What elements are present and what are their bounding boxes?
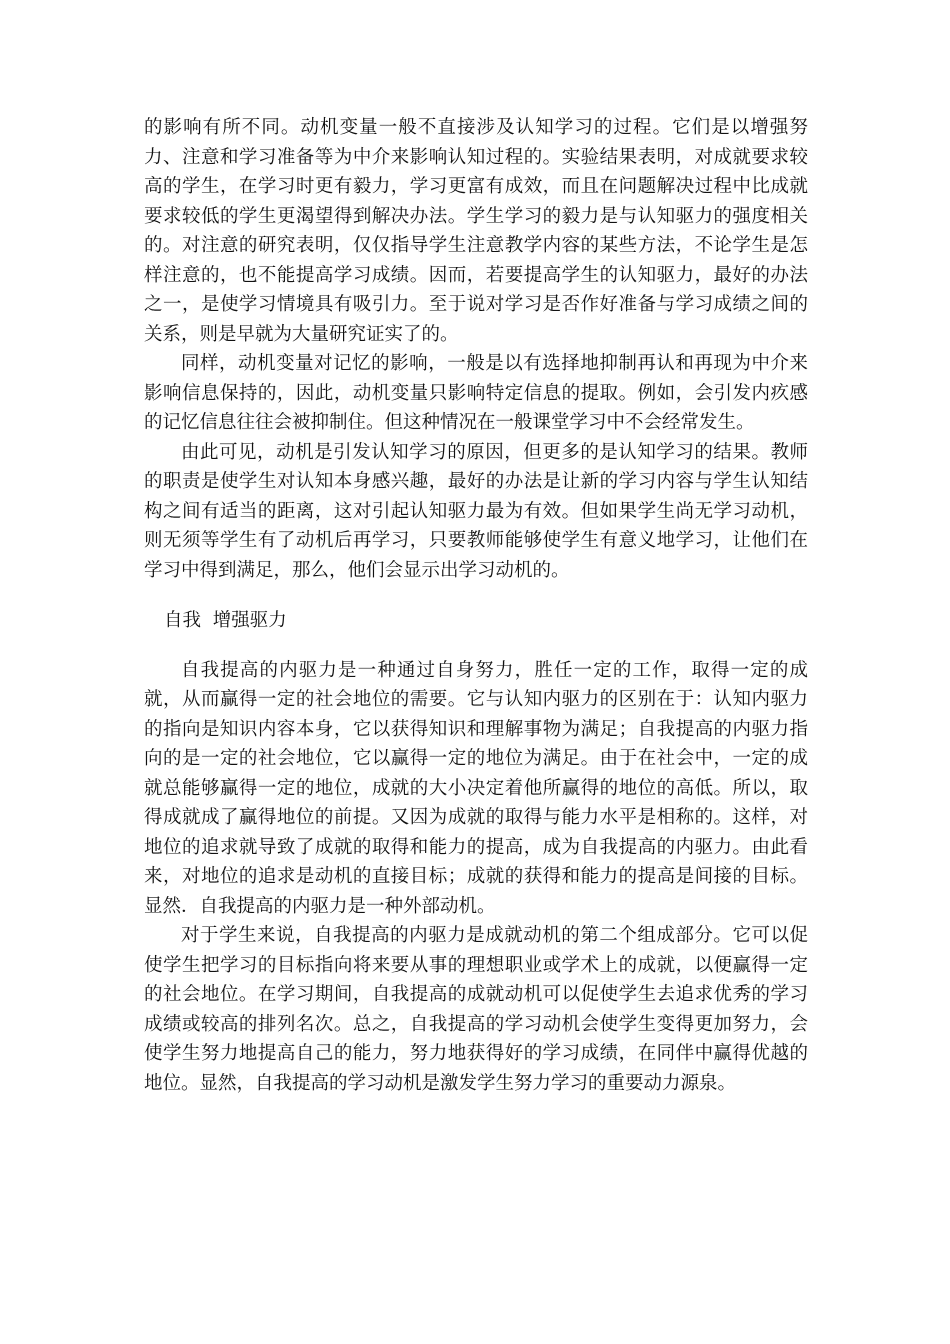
paragraph-self-enhancement-definition: 自我提高的内驱力是一种通过自身努力，胜任一定的工作，取得一定的成就，从而赢得一定的社会地位的需要。它与认知内驱力的区别在于：认知内驱力的指向是知识内容本身，它以获得知识和理解事物为满足；自我提高的内驱力指向的是一定的社会地位，它以赢得一定的地位为满足。由于在社会中，一定的成就总能够赢得一定的地位，成就的大小决定着他所赢得的地位的高低。所以，取得成就成了赢得地位的前提。又因为成就的取得与能力水平是相称的。这样，对地位的追求就导致了成就的取得和能力的提高，成为自我提高的内驱力。由此看来，对地位的追求是动机的直接目标；成就的获得和能力的提高是间接的目标。显然．自我提高的内驱力是一种外部动机。 <box>144 659 808 917</box>
paragraph-continuation: 的影响有所不同。动机变量一般不直接涉及认知学习的过程。它们是以增强努力、注意和学习准备等为中介来影响认知过程的。实验结果表明，对成就要求较高的学生，在学习时更有毅力，学习更富有成效，而且在问题解决过程中比成就要求较低的学生更渴望得到解决办法。学生学习的毅力是与认知驱力的强度相关的。对注意的研究表明，仅仅指导学生注意教学内容的某些方法，不论学生是怎样注意的，也不能提高学习成绩。因而，若要提高学生的认知驱力，最好的办法之一，是使学习情境具有吸引力。至于说对学习是否作好准备与学习成绩之间的关系，则是早就为大量研究证实了的。 <box>144 117 808 345</box>
document-page <box>144 113 808 1098</box>
paragraph-self-enhancement-students: 对于学生来说，自我提高的内驱力是成就动机的第二个组成部分。它可以促使学生把学习的目标指向将来要从事的理想职业或学术上的成就，以便赢得一定的社会地位。在学习期间，自我提高的成就动机可以促使学生去追求优秀的学习成绩或较高的排列名次。总之，自我提高的学习动机会使学生变得更加努力，会使学生努力地提高自己的能力，努力地获得好的学习成绩，在同伴中赢得优越的地位。显然，自我提高的学习动机是激发学生努力学习的重要动力源泉。 <box>144 925 808 1094</box>
paragraph-memory-motivation: 同样，动机变量对记忆的影响，一般是以有选择地抑制再认和再现为中介来影响信息保持的，因此，动机变量只影响特定信息的提取。例如，会引发内疚感的记忆信息往往会被抑制住。但这种情况在一般课堂学习中不会经常发生。 <box>144 353 808 433</box>
section-heading: 自我 增强驱力 <box>164 610 287 631</box>
paragraph-conclusion: 由此可见，动机是引发认知学习的原因，但更多的是认知学习的结果。教师的职责是使学生对认知本身感兴趣，最好的办法是让新的学习内容与学生认知结构之间有适当的距离，这对引起认知驱力最为有效。但如果学生尚无学习动机，则无须等学生有了动机后再学习，只要教师能够使学生有意义地学习，让他们在学习中得到满足，那么，他们会显示出学习动机的。 <box>144 441 808 581</box>
